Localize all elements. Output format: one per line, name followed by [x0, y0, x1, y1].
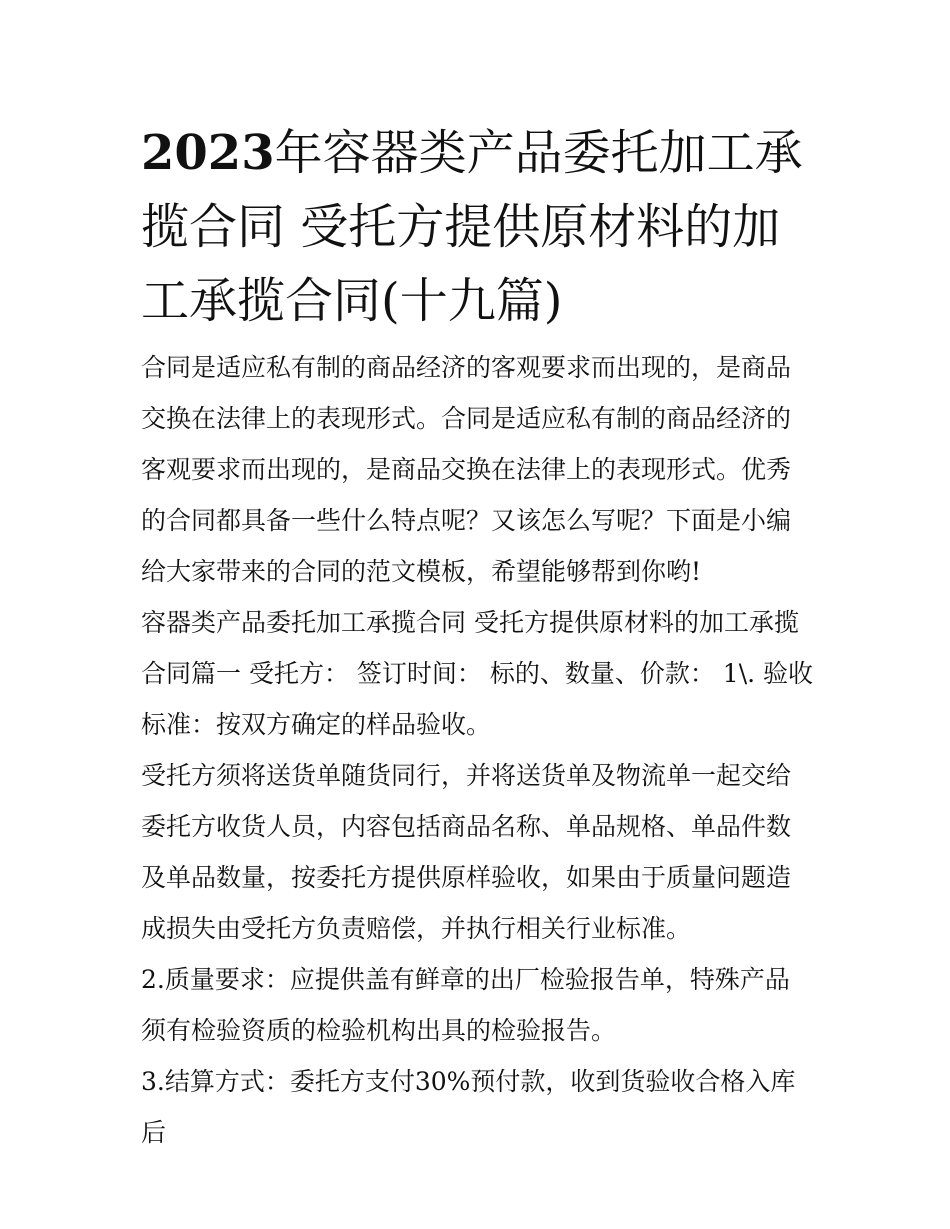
paragraph-contract-header: 容器类产品委托加工承揽合同 受托方提供原材料的加工承揽合同篇一 受托方： 签订时间： 标的、数量、价款： 1\. 验收标准：按双方确定的样品验收。: [141, 608, 814, 739]
document-body: [141, 116, 813, 1158]
document-title-year: 2023: [141, 125, 275, 181]
paragraph-intro: 合同是适应私有制的商品经济的客观要求而出现的，是商品交换在法律上的表现形式。合同是适应私有制的商品经济的客观要求而出现的，是商品交换在法律上的表现形式。优秀的合同都具备一些什么特点呢？又该怎么写呢？下面是小编给大家带来的合同的范文模板，希望能够帮到你哟!: [141, 353, 792, 586]
paragraph-delivery-note: 受托方须将送货单随货同行，并将送货单及物流单一起交给委托方收货人员，内容包括商品名称、单品规格、单品件数及单品数量，按委托方提供原样验收，如果由于质量问题造成损失由受托方负责赔偿，并执行相关行业标准。: [141, 761, 792, 943]
paragraph-settlement-method: 3.结算方式：委托方支付30%预付款，收到货验收合格入库后: [141, 1067, 796, 1147]
document-title-text: 年容器类产品委托加工承揽合同 受托方提供原材料的加工承揽合同(十九篇): [141, 125, 803, 329]
document-title: [141, 116, 813, 338]
paragraph-quality-requirements: 2.质量要求：应提供盖有鲜章的出厂检验报告单，特殊产品须有检验资质的检验机构出具的检验报告。: [141, 965, 790, 1045]
